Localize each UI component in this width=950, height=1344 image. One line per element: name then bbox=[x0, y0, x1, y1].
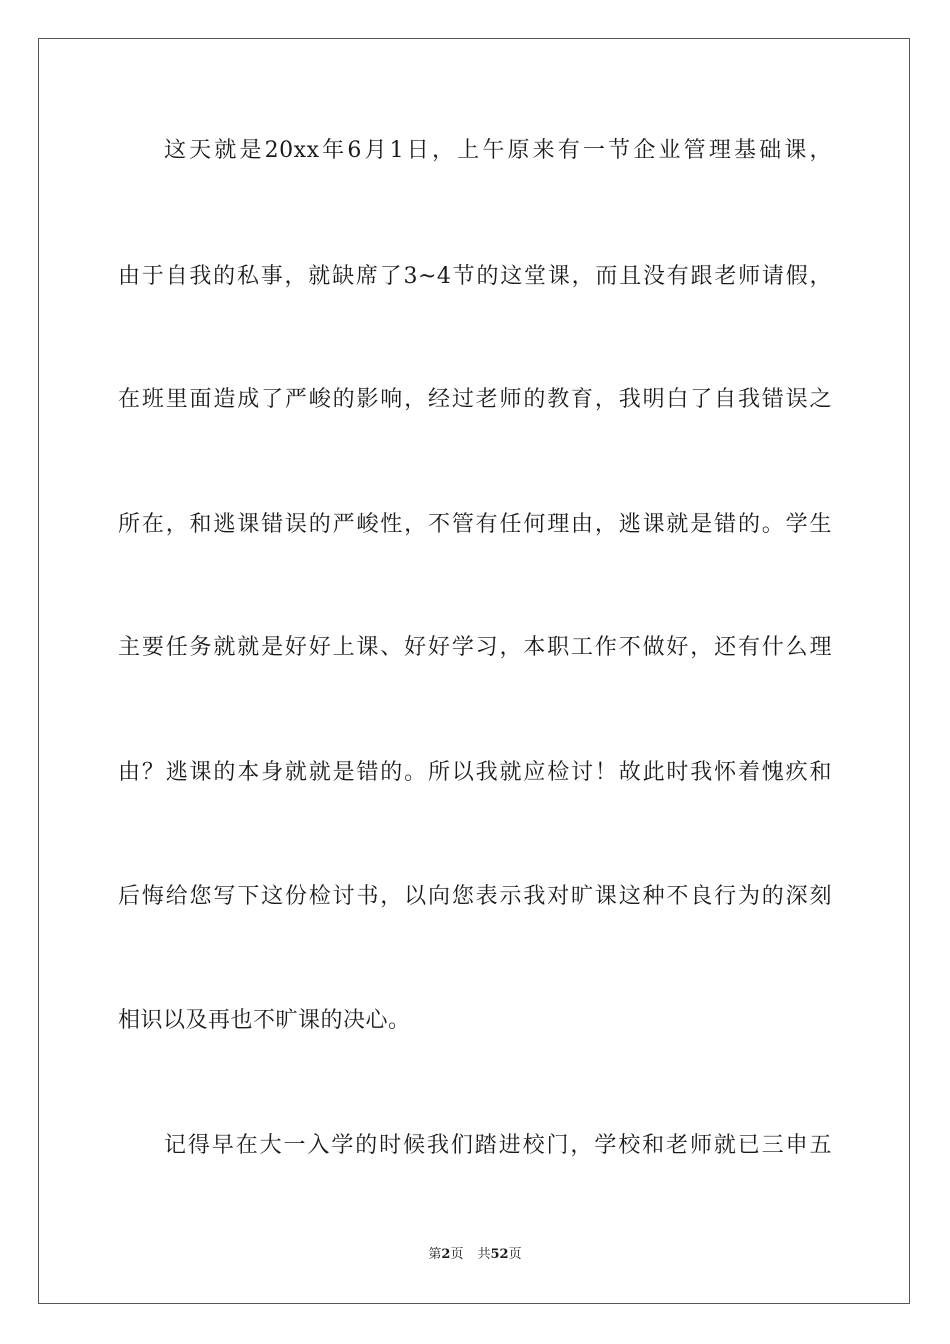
total-suffix: 页 bbox=[508, 1247, 522, 1262]
page-number: 2 bbox=[441, 1247, 451, 1262]
page-border bbox=[38, 38, 910, 1304]
paragraph-line: 主要任务就就是好好上课、好好学习，本职工作不做好，还有什么理 bbox=[118, 635, 832, 660]
page-suffix: 页 bbox=[450, 1247, 464, 1262]
total-pages: 52 bbox=[490, 1247, 509, 1262]
paragraph-line: 由于自我的私事，就缺席了3~4节的这堂课，而且没有跟老师请假， bbox=[118, 264, 832, 289]
paragraph-line: 所在，和逃课错误的严峻性，不管有任何理由，逃课就是错的。学生 bbox=[118, 512, 832, 537]
page-prefix: 第 bbox=[428, 1247, 442, 1262]
total-prefix: 共 bbox=[477, 1247, 491, 1262]
paragraph-line: 这天就是20xx年6月1日，上午原来有一节企业管理基础课， bbox=[164, 138, 832, 163]
paragraph-line: 后悔给您写下这份检讨书，以向您表示我对旷课这种不良行为的深刻 bbox=[118, 884, 832, 909]
paragraph-line: 相识以及再也不旷课的决心。 bbox=[118, 1008, 411, 1033]
paragraph-line: 在班里面造成了严峻的影响，经过老师的教育，我明白了自我错误之 bbox=[118, 387, 832, 412]
page-footer bbox=[0, 1246, 950, 1264]
paragraph-line: 由？逃课的本身就就是错的。所以我就应检讨！故此时我怀着愧疚和 bbox=[118, 760, 832, 785]
paragraph-line: 记得早在大一入学的时候我们踏进校门，学校和老师就已三申五 bbox=[164, 1133, 832, 1158]
